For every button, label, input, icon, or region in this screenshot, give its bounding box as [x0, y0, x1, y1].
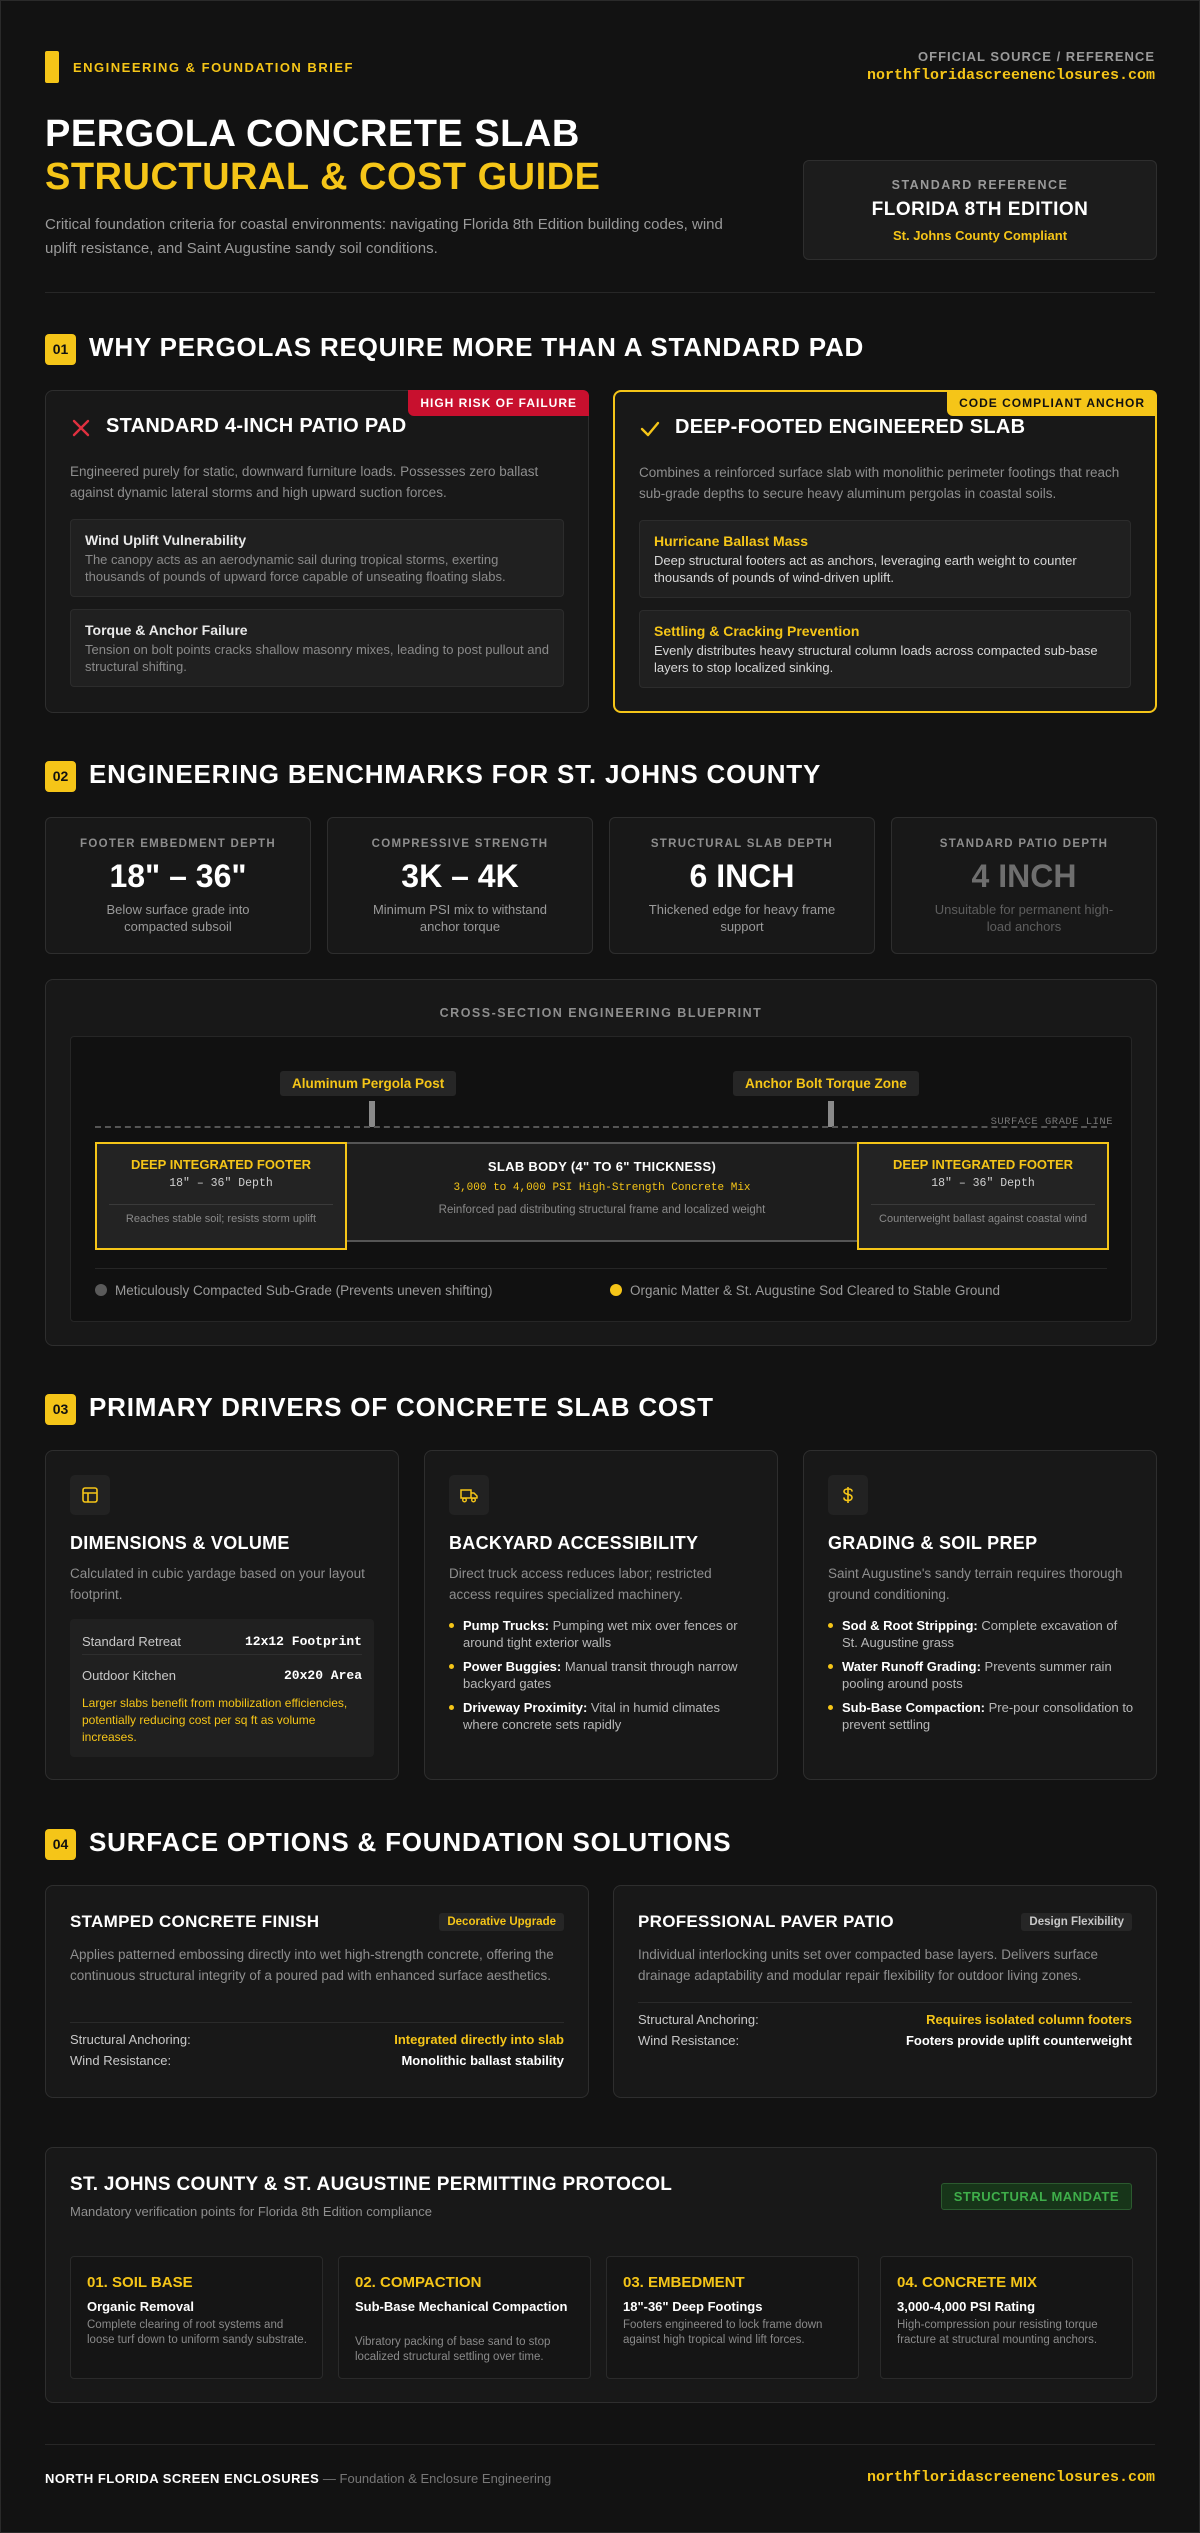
bolt-marker — [828, 1101, 834, 1127]
spec-value: Integrated directly into slab — [394, 2032, 564, 2047]
blueprint-title: CROSS-SECTION ENGINEERING BLUEPRINT — [439, 1006, 763, 1020]
dimension-value: 12x12 Footprint — [244, 1634, 362, 1649]
cost-description: Direct truck access reduces labor; restricted access requires specialized machinery. — [449, 1566, 712, 1602]
engineered-slab-card — [613, 390, 1157, 713]
permitting-subtitle: Mandatory verification points for Florida 8th Edition compliance — [70, 2204, 433, 2219]
stat-value: 3K – 4K — [401, 858, 519, 894]
surface-spec-row — [638, 2029, 1132, 2053]
stat-card-footer-depth — [45, 817, 311, 954]
reference-edition: FLORIDA 8TH EDITION — [871, 199, 1089, 220]
section-header-3 — [45, 1392, 1157, 1426]
check-icon — [639, 418, 661, 440]
permit-step — [880, 2256, 1133, 2379]
stat-value: 18" – 36" — [109, 858, 247, 894]
stat-label: COMPRESSIVE STRENGTH — [371, 838, 549, 850]
list-item — [828, 1617, 1136, 1651]
page-subtitle: Critical foundation criteria for coastal environments: navigating Florida 8th Edition building codes, wind uplift resistance, and Saint Augustine sandy soil conditions. — [45, 216, 723, 257]
legend-dot-icon — [95, 1284, 107, 1296]
divider — [95, 1268, 1107, 1269]
standard-reference-box — [803, 160, 1157, 260]
item-text: Complete excavation of St. Augustine grass — [842, 1618, 1118, 1650]
section-number: 01 — [45, 334, 76, 365]
permit-step — [606, 2256, 859, 2379]
compliant-tag: CODE COMPLIANT ANCHOR — [947, 390, 1157, 416]
risk-tag: HIGH RISK OF FAILURE — [408, 390, 589, 416]
list-item — [449, 1617, 757, 1651]
risk-point-title: Torque & Anchor Failure — [85, 622, 248, 638]
dimension-label: Standard Retreat — [82, 1634, 182, 1649]
layout-icon — [70, 1475, 110, 1515]
legend-item-organic — [610, 1283, 1000, 1298]
benefit-point-desc: Evenly distributes heavy structural column loads across compacted sub-base layers to stop localized sinking. — [654, 643, 1098, 675]
cost-title: BACKYARD ACCESSIBILITY — [449, 1533, 699, 1553]
stat-label: FOOTER EMBEDMENT DEPTH — [80, 838, 276, 850]
spec-value: Monolithic ballast stability — [401, 2053, 564, 2068]
surface-description: Individual interlocking units set over compacted base layers. Delivers surface drainage adaptability and modular repair flexibility for outdoor living zones. — [638, 1947, 1098, 1983]
slab-description: Reinforced pad distributing structural frame and localized weight — [438, 1204, 766, 1216]
legend-label: Organic Matter & St. Augustine Sod Cleared to Stable Ground — [630, 1283, 1000, 1298]
slab-mix: 3,000 to 4,000 PSI High-Strength Concrete Mix — [453, 1182, 751, 1194]
risk-point — [70, 609, 564, 687]
slab-title: SLAB BODY (4" TO 6" THICKNESS) — [487, 1159, 717, 1174]
footer-depth: 18" – 36" Depth — [169, 1177, 273, 1190]
section-header-2 — [45, 759, 1157, 793]
permit-step — [70, 2256, 323, 2379]
item-label: Water Runoff Grading: — [842, 1659, 981, 1674]
cost-card-dimensions — [45, 1450, 399, 1780]
card-description: Combines a reinforced surface slab with monolithic perimeter footings that reach sub-grade depths to secure heavy aluminum pergolas in coastal soils. — [639, 465, 1120, 501]
slab-body — [347, 1142, 857, 1242]
dollar-icon — [828, 1475, 868, 1515]
grade-label: SURFACE GRADE LINE — [990, 1116, 1113, 1128]
spec-label: Structural Anchoring: — [70, 2032, 191, 2047]
blueprint-diagram — [70, 1036, 1132, 1322]
page-title-line1: PERGOLA CONCRETE SLAB — [45, 113, 580, 155]
source-label: OFFICIAL SOURCE / REFERENCE — [918, 49, 1155, 64]
source-url-link[interactable]: northfloridascreenenclosures.com — [866, 67, 1155, 84]
card-title: DEEP-FOOTED ENGINEERED SLAB — [675, 416, 1026, 438]
spec-value: Requires isolated column footers — [926, 2012, 1132, 2027]
stat-description: Below surface grade into compacted subsoil — [106, 902, 250, 934]
reference-label: STANDARD REFERENCE — [891, 178, 1069, 192]
section-title: PRIMARY DRIVERS OF CONCRETE SLAB COST — [89, 1392, 714, 1422]
step-description: Vibratory packing of base sand to stop localized structural settling over time. — [355, 2336, 551, 2363]
stat-label: STANDARD PATIO DEPTH — [939, 838, 1109, 850]
mandate-badge: STRUCTURAL MANDATE — [941, 2183, 1132, 2210]
divider — [109, 1204, 333, 1205]
stat-description: Thickened edge for heavy frame support — [648, 902, 836, 934]
section-header-1 — [45, 332, 1157, 366]
grade-line — [95, 1126, 1107, 1128]
list-item — [828, 1699, 1136, 1733]
legend-item-subgrade — [95, 1283, 492, 1298]
footer-title: DEEP INTEGRATED FOOTER — [892, 1157, 1074, 1172]
benefit-point — [639, 610, 1131, 688]
list-item — [449, 1658, 757, 1692]
cost-card-grading — [803, 1450, 1157, 1780]
divider — [45, 292, 1155, 293]
footer-depth: 18" – 36" Depth — [931, 1177, 1035, 1190]
blueprint-panel — [45, 979, 1157, 1346]
step-number: 03. EMBEDMENT — [623, 2274, 745, 2291]
step-title: 18"-36" Deep Footings — [623, 2299, 763, 2314]
step-title: Organic Removal — [87, 2299, 194, 2314]
cost-description: Saint Augustine's sandy terrain requires thorough ground conditioning. — [828, 1566, 1123, 1602]
header-top — [45, 49, 1155, 89]
standard-pad-card — [45, 390, 589, 713]
item-label: Pump Trucks: — [463, 1618, 549, 1633]
item-label: Sub-Base Compaction: — [842, 1700, 986, 1715]
cost-title: GRADING & SOIL PREP — [828, 1533, 1038, 1553]
footer-divider — [45, 2444, 1155, 2445]
item-text: Manual transit through narrow backyard gates — [463, 1659, 738, 1691]
card-description: Engineered purely for static, downward furniture loads. Possesses zero ballast against dynamic lateral storms and high upward suction forces. — [70, 464, 539, 500]
section-number: 04 — [45, 1829, 76, 1860]
surface-title: STAMPED CONCRETE FINISH — [70, 1912, 320, 1931]
footer-note: Reaches stable soil; resists storm uplift — [125, 1213, 317, 1225]
item-text: Vital in humid climates where concrete sets rapidly — [463, 1700, 720, 1732]
item-label: Power Buggies: — [463, 1659, 562, 1674]
x-icon — [70, 417, 92, 439]
cost-description: Calculated in cubic yardage based on your layout footprint. — [70, 1566, 365, 1602]
stamped-concrete-card — [45, 1885, 589, 2098]
page-title-line2: STRUCTURAL & COST GUIDE — [45, 156, 601, 198]
item-text: Pre-pour consolidation to prevent settling — [842, 1700, 1134, 1732]
benefit-point-desc: Deep structural footers act as anchors, leveraging earth weight to counter thousands of pounds of wind-driven uplift. — [654, 553, 1077, 585]
legend-dot-icon — [610, 1284, 622, 1296]
permitting-title: ST. JOHNS COUNTY & ST. AUGUSTINE PERMITTING PROTOCOL — [70, 2174, 673, 2195]
dimension-label: Outdoor Kitchen — [82, 1668, 176, 1683]
stat-description: Minimum PSI mix to withstand anchor torque — [372, 902, 548, 934]
access-list — [449, 1617, 757, 1740]
spec-label: Wind Resistance: — [638, 2033, 740, 2048]
stat-card-slab-depth — [609, 817, 875, 954]
company-name: NORTH FLORIDA SCREEN ENCLOSURES — [45, 2471, 320, 2486]
benefit-point-title: Hurricane Ballast Mass — [654, 533, 809, 549]
divider — [70, 2022, 564, 2023]
brief-label: ENGINEERING & FOUNDATION BRIEF — [73, 60, 354, 75]
cost-title: DIMENSIONS & VOLUME — [70, 1533, 290, 1553]
footer-left — [95, 1142, 347, 1250]
surface-spec-row — [70, 2049, 564, 2073]
divider — [638, 2002, 1132, 2003]
step-description: Complete clearing of root systems and loose turf down to uniform sandy substrate. — [87, 2319, 307, 2346]
section-title: ENGINEERING BENCHMARKS FOR ST. JOHNS COUNTY — [89, 759, 822, 789]
spec-value: Footers provide uplift counterweight — [905, 2033, 1132, 2048]
item-text: Pumping wet mix over fences or around tight exterior walls — [463, 1618, 738, 1650]
cost-card-accessibility — [424, 1450, 778, 1780]
step-description: Footers engineered to lock frame down against high tropical wind lift forces. — [623, 2319, 823, 2346]
list-item — [828, 1658, 1136, 1692]
risk-point-title: Wind Uplift Vulnerability — [85, 532, 247, 548]
step-number: 02. COMPACTION — [355, 2274, 482, 2291]
step-number: 01. SOIL BASE — [87, 2274, 193, 2291]
surface-badge: Decorative Upgrade — [439, 1913, 564, 1931]
surface-title: PROFESSIONAL PAVER PATIO — [638, 1912, 894, 1931]
item-label: Driveway Proximity: — [463, 1700, 588, 1715]
truck-icon — [449, 1475, 489, 1515]
brief-accent-bar — [45, 51, 59, 83]
stat-value: 6 INCH — [689, 858, 795, 894]
dimension-note: Larger slabs benefit from mobilization efficiencies, potentially reducing cost per sq ft as volume increases. — [82, 1696, 348, 1744]
benefit-point — [639, 520, 1131, 598]
risk-point-desc: The canopy acts as an aerodynamic sail during tropical storms, exerting thousands of pounds of upward force capable of unseating floating slabs. — [85, 552, 506, 584]
risk-point — [70, 519, 564, 597]
stat-value: 4 INCH — [971, 858, 1077, 894]
spec-label: Structural Anchoring: — [638, 2012, 759, 2027]
card-title: STANDARD 4-INCH PATIO PAD — [106, 415, 407, 437]
footer-company — [45, 2471, 551, 2486]
item-label: Sod & Root Stripping: — [842, 1618, 978, 1633]
permit-step — [338, 2256, 591, 2379]
dimension-table — [70, 1619, 374, 1757]
dimension-row — [82, 1625, 362, 1655]
spec-label: Wind Resistance: — [70, 2053, 172, 2068]
section-header-4 — [45, 1827, 1157, 1861]
divider — [871, 1204, 1095, 1205]
risk-point-desc: Tension on bolt points cracks shallow masonry mixes, leading to post pullout and structural shifting. — [85, 642, 549, 674]
bolt-label: Anchor Bolt Torque Zone — [733, 1071, 919, 1096]
step-description: High-compression pour resisting torque fracture at structural mounting anchors. — [897, 2319, 1098, 2346]
paver-patio-card — [613, 1885, 1157, 2098]
reference-compliance: St. Johns County Compliant — [892, 228, 1068, 243]
benefit-point-title: Settling & Cracking Prevention — [654, 623, 860, 639]
post-label: Aluminum Pergola Post — [280, 1071, 456, 1096]
step-number: 04. CONCRETE MIX — [897, 2274, 1038, 2291]
stat-card-patio-depth — [891, 817, 1157, 954]
section-number: 02 — [45, 761, 76, 792]
section-number: 03 — [45, 1394, 76, 1425]
stat-card-compressive-strength — [327, 817, 593, 954]
list-item — [449, 1699, 757, 1733]
footer-note: Counterweight ballast against coastal wind — [879, 1213, 1087, 1225]
step-title: Sub-Base Mechanical Compaction — [355, 2299, 568, 2314]
company-tagline: — Foundation & Enclosure Engineering — [319, 2471, 552, 2486]
footer-title: DEEP INTEGRATED FOOTER — [130, 1157, 312, 1172]
legend-label: Meticulously Compacted Sub-Grade (Prevents uneven shifting) — [115, 1283, 493, 1298]
section-title: WHY PERGOLAS REQUIRE MORE THAN A STANDARD PAD — [89, 332, 865, 362]
dimension-row — [82, 1659, 362, 1689]
surface-description: Applies patterned embossing directly into wet high-strength concrete, offering the continuous structural integrity of a poured pad with enhanced surface aesthetics. — [70, 1947, 554, 1983]
dimension-value: 20x20 Area — [283, 1668, 362, 1683]
step-title: 3,000-4,000 PSI Rating — [897, 2299, 1036, 2314]
footer-url-link[interactable]: northfloridascreenenclosures.com — [866, 2469, 1155, 2486]
permitting-panel — [45, 2147, 1157, 2403]
footer-right — [857, 1142, 1109, 1250]
post-marker — [369, 1101, 375, 1127]
stat-label: STRUCTURAL SLAB DEPTH — [650, 838, 834, 850]
section-title: SURFACE OPTIONS & FOUNDATION SOLUTIONS — [89, 1827, 732, 1857]
grading-list — [828, 1617, 1136, 1740]
surface-badge: Design Flexibility — [1021, 1913, 1132, 1931]
item-text: Prevents summer rain pooling around posts — [842, 1659, 1112, 1691]
stat-description: Unsuitable for permanent high-load anchors — [934, 902, 1114, 934]
